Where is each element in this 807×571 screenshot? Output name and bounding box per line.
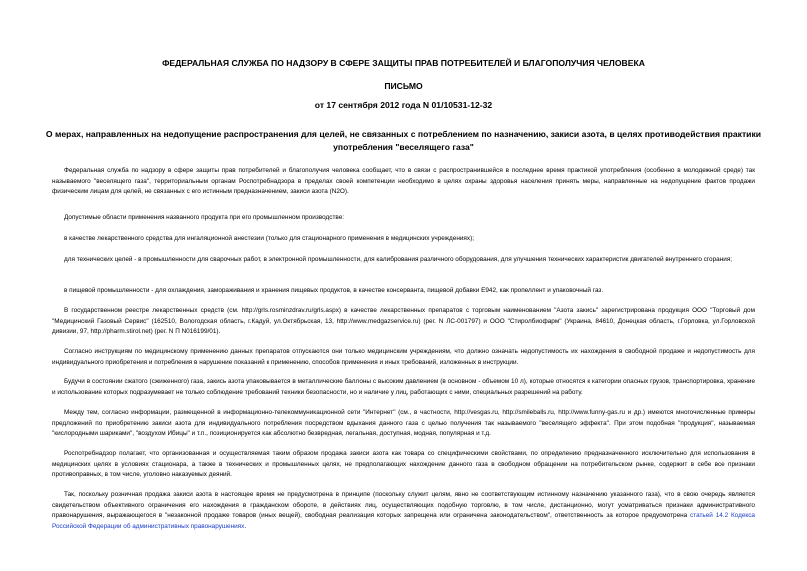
paragraph-compressed-gas: Будучи в состоянии сжатого (сжиженного) газа, закись азота упаковывается в металлические баллоны с высоким давлением (в основном - объемом 10 л), которые относятся к категории опасных грузов, транспортировка, хранение и использование которых подразумевает не только соблюдение требований техники безопасности, но и наличие у лиц, работающих с ними, специальных разрешений на работу. — [52, 378, 755, 396]
paragraph-technical-use: для технических целей - в промышленности для сварочных работ, в электронной промышленности, для калибрования различного оборудования, для улучшения технических характеристик двигателей внутреннего сгорания; — [64, 256, 733, 263]
paragraph-intro: Федеральная служба по надзору в сфере защиты прав потребителей и благополучия человека сообщает, что в связи с распространившейся в последнее время практикой употребления (особенно в молодежной среде) так называемого "веселящего газа", территориальным органам Роспотребнадзора в пределах своей компетенции необходимо в целях охраны здоровья населения принять меры, направленные на недопущение фактов продажи физическим лицам для целей, не связанных с его истинным предназначением, закиси азота (N2O). — [52, 167, 755, 196]
koap-article-link[interactable]: статьей 14.2 Кодекса Российской Федерации об административных правонарушениях — [52, 512, 755, 530]
paragraph-internet-offers: Между тем, согласно информации, размещенной в информационно-телекоммуникационной сети "Интернет" (см., в частности, http://vesgas.ru, http://smileballs.ru, http://www.funny-gas.ru и др.) имеются многочисленные примеры предложений по приобретению закиси азота для индивидуального потребления посредством вдыхания данного газа с целью получения так называемого "веселящего эффекта". При этом подобная "продукция", называемая "кислородными шариками", "воздухом Ибицы" и т.п., позиционируется как абсолютно безвредная, легальная, доступная, модная, популярная и т.д. — [52, 409, 755, 438]
document-type: ПИСЬМО — [384, 81, 423, 91]
paragraph-food-use: в пищевой промышленности - для охлаждения, замораживания и хранения пищевых продуктов, в качестве консерванта, пищевой добавки Е942, как пропеллент и упаковочный газ. — [64, 287, 604, 294]
paragraph-drug-register: В государственном реестре лекарственных средств (см. http://grls.rosminzdrav.ru/grls.aspx) в качестве лекарственных препаратов с торговым наименованием "Азота закись" зарегистрирована продукция ООО "Торговый дом "Медицинский Газовый Сервис" (162510, Вологодская область, г.Кадуй, ул.Октябрьская, 13, http://www.medgazservice.ru) (рег. N ЛС-001797) и ООО "Стиролбиофарм" (Украина, 84610, Донецкая область, г.Горловка, ул.Горловской дивизии, 97, http://pharm.stirol.net) (рег. N П N016199/01). — [52, 307, 755, 336]
liability-end: . — [244, 522, 247, 530]
paragraph-medical-use: в качестве лекарственного средства для ингаляционной анестезии (только для стационарного применения в медицинских учреждениях); — [64, 235, 474, 242]
agency-title: ФЕДЕРАЛЬНАЯ СЛУЖБА ПО НАДЗОРУ В СФЕРЕ ЗАЩИТЫ ПРАВ ПОТРЕБИТЕЛЕЙ И БЛАГОПОЛУЧИЯ ЧЕЛОВЕКА — [162, 58, 645, 68]
paragraph-instructions: Согласно инструкциям по медицинскому применению данных препаратов отпускаются они только медицинским учреждениям, что должно означать недопустимость их нахождения в свободной продаже и недопустимость для индивидуального приобретения и потребления в нарушение показаний к применению, способов применения и иных требований, изложенных в инструкции. — [52, 348, 755, 366]
document-subject: О мерах, направленных на недопущение распространения для целей, не связанных с потреблением по назначению, закиси азота, в целях противодействия практики употребления "веселящего газа" — [45, 129, 762, 152]
document-date-number: от 17 сентября 2012 года N 01/10531-12-32 — [314, 100, 493, 110]
liability-text: Так, поскольку розничная продажа закиси азота в настоящее время не предусмотрена в принципе (поскольку служит целям, явно не соответствующим истинному назначению указанного газа), что в свою очередь является свидетельством объективного ограничения его нахождения в гражданском обороте, в действиях лиц, осуществляющих подобную торговлю, в том числе, дистанционно, могут усматриваться признаки административного правонарушения, выражающегося в "незаконной продаже товаров (иных вещей), свободная реализация которых запрещена или ограничена законодательством", ответственность за которое предусмотрена — [52, 491, 755, 520]
paragraph-violations: Роспотребнадзор полагает, что организованная и осуществляемая таким образом продажа закиси азота как товара со специфическими свойствами, по определению предназначенного исключительно для использования в медицинских целях в условиях стационара, а также в технических и промышленных целях, не предполагающих нахождение данного газа в свободном обращении на потребительском рынке, содержит в себе все признаки противоправных, в том числе, уголовно наказуемых деяний. — [52, 450, 755, 479]
paragraph-permitted-uses: Допустимые области применения названного продукта при его промышленном производстве: — [64, 214, 345, 221]
paragraph-liability — [52, 490, 755, 532]
